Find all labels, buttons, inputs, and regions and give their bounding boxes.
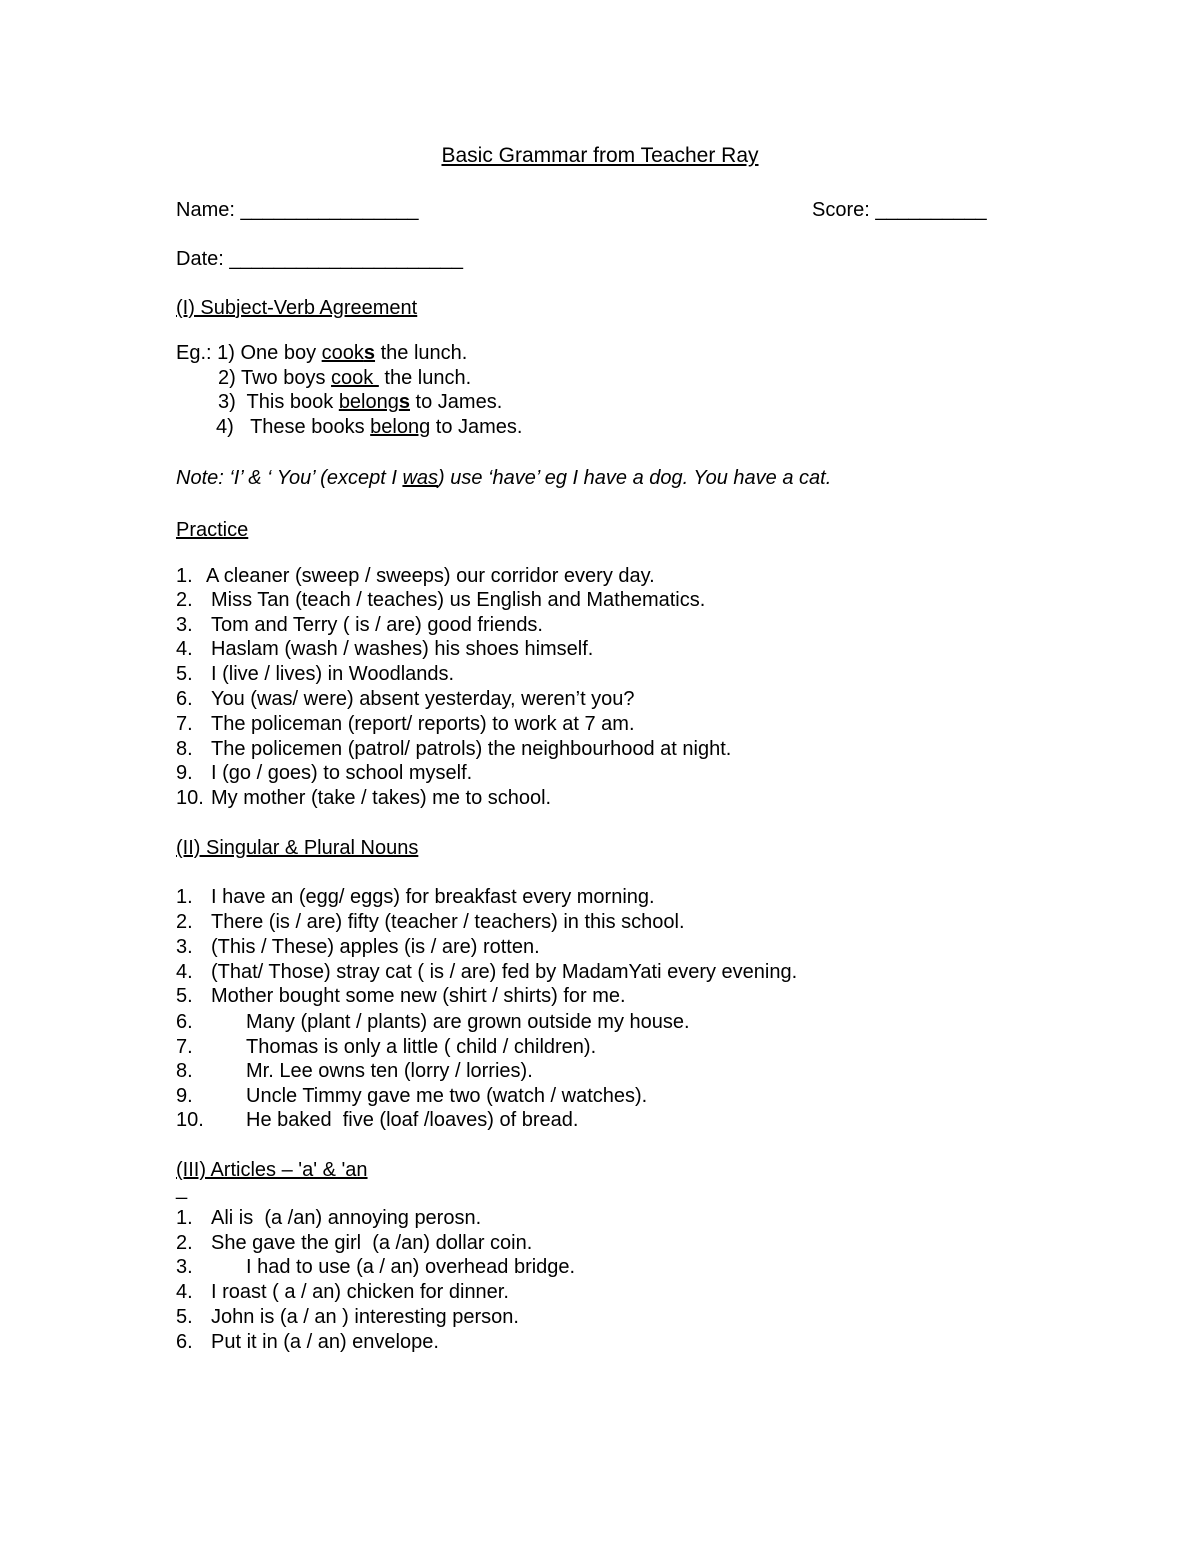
example-verb: cook [331,367,379,389]
list-item: 1. Ali is (a /an) annoying perosn. [176,1207,482,1229]
score-blank: __________ [875,199,987,221]
list-item: 7. The policeman (report/ reports) to work at 7 am. [176,713,635,735]
example-line [218,366,471,390]
note-was: was [402,467,439,489]
example-text: Two boys [240,367,332,389]
list-item: 2. Miss Tan (teach / teaches) us English and Mathematics. [176,589,706,611]
list-item: 2. She gave the girl (a /an) dollar coin. [176,1232,533,1254]
example-text: These books [250,416,371,438]
list-item: 8. Mr. Lee owns ten (lorry / lorries). [176,1060,533,1082]
list-item: 10. He baked five (loaf /loaves) of bread. [176,1109,579,1131]
list-item: 1. I have an (egg/ eggs) for breakfast every morning. [176,886,655,908]
example-text: to James. [410,391,503,413]
list-item: 7. Thomas is only a little ( child / children). [176,1036,597,1058]
example-text: One boy [240,342,322,364]
list-item: 5. John is (a / an ) interesting person. [176,1306,519,1328]
example-text: to James. [430,416,523,438]
section-heading-subject-verb: (I) Subject-Verb Agreement [176,297,418,319]
date-blank: _____________________ [229,248,463,270]
list-item: 8. The policemen (patrol/ patrols) the neighbourhood at night. [176,738,732,760]
list-item: 6. Put it in (a / an) envelope. [176,1331,439,1353]
list-item: 3. (This / These) apples (is / are) rotten. [176,936,540,958]
section-heading-singular-plural: (II) Singular & Plural Nouns [176,837,419,859]
example-verb: belongs [338,391,410,413]
list-item: 10. My mother (take / takes) me to school. [176,787,552,809]
example-number: 3) [218,391,247,413]
score-label: Score: [812,199,876,221]
list-item: 3. I had to use (a / an) overhead bridge. [176,1256,576,1278]
example-text: This book [246,391,339,413]
section-heading-practice: Practice [176,519,249,541]
list-item: 1. A cleaner (sweep / sweeps) our corridor every day. [176,565,655,587]
example-line [176,341,467,365]
example-number: 2) [218,367,241,389]
list-item: 5. Mother bought some new (shirt / shirts) for me. [176,985,626,1007]
example-text: the lunch. [378,367,472,389]
list-item: 3. Tom and Terry ( is / are) good friends. [176,614,543,636]
eg-prefix: Eg.: [176,342,218,364]
example-verb: cooks [321,342,376,364]
score-line [812,198,987,222]
date-line [176,247,463,271]
name-line [176,198,418,222]
list-item: 4. I roast ( a / an) chicken for dinner. [176,1281,509,1303]
name-blank: ________________ [240,199,419,221]
date-label: Date: [176,248,230,270]
list-item: 4. (That/ Those) stray cat ( is / are) fed by MadamYati every evening. [176,961,798,983]
list-item: 6. Many (plant / plants) are grown outside my house. [176,1011,690,1033]
list-item: 5. I (live / lives) in Woodlands. [176,663,455,685]
example-line [216,415,523,439]
list-item: 9. Uncle Timmy gave me two (watch / watches). [176,1085,648,1107]
example-text: the lunch. [375,342,468,364]
list-item: 6. You (was/ were) absent yesterday, weren’t you? [176,688,635,710]
name-label: Name: [176,199,241,221]
example-number: 1) [217,342,241,364]
list-item: 2. There (is / are) fifty (teacher / teachers) in this school. [176,911,685,933]
section-heading-articles: (III) Articles – 'a' & 'an [176,1159,368,1181]
list-item: 9. I (go / goes) to school myself. [176,762,473,784]
page-title: Basic Grammar from Teacher Ray [441,144,759,167]
example-verb: belong [370,416,431,438]
example-line [218,390,502,414]
section-dash: _ [176,1178,188,1200]
note-line: Note: ‘I’ & ‘ You’ (except I was) use ‘have’ eg I have a dog. You have a cat. [176,467,832,489]
list-item: 4. Haslam (wash / washes) his shoes himself. [176,638,594,660]
example-number: 4) [216,416,251,438]
